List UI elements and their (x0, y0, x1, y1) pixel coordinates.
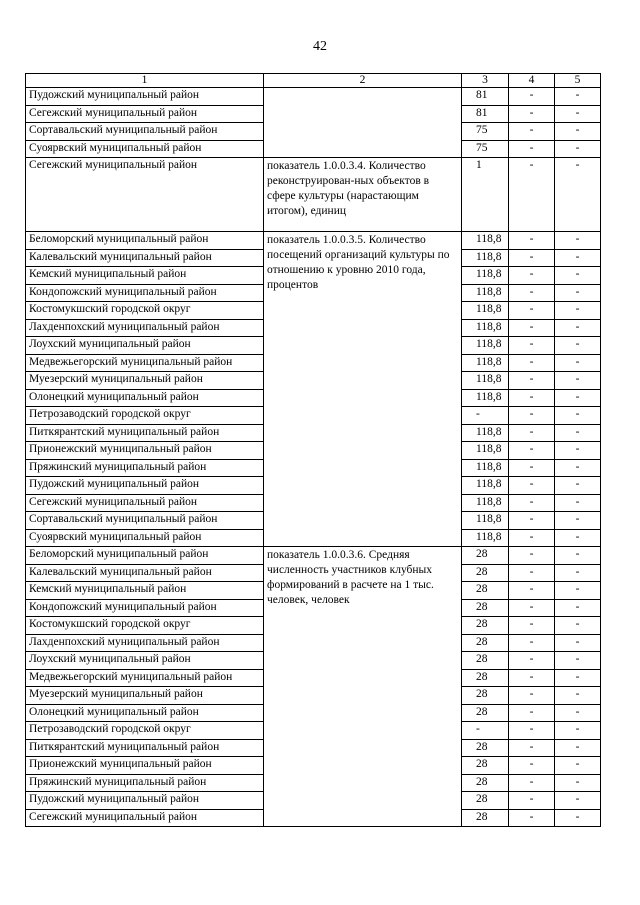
value-cell-col4: - (509, 105, 555, 123)
value-cell-col4: - (509, 704, 555, 722)
value-cell-col4: - (509, 407, 555, 425)
district-cell: Лахденпохский муниципальный район (26, 319, 264, 337)
value-cell-col4: - (509, 529, 555, 547)
value-cell-col3: 118,8 (462, 424, 509, 442)
value-cell-col5: - (555, 652, 601, 670)
value-cell-col4: - (509, 687, 555, 705)
value-cell-col4: - (509, 232, 555, 250)
value-cell-col3: 28 (462, 599, 509, 617)
value-cell-col4: - (509, 459, 555, 477)
district-cell: Костомукшский городской округ (26, 302, 264, 320)
value-cell-col3: - (462, 722, 509, 740)
value-cell-col4: - (509, 809, 555, 827)
value-cell-col4: - (509, 319, 555, 337)
value-cell-col5: - (555, 123, 601, 141)
value-cell-col5: - (555, 757, 601, 775)
value-cell-col5: - (555, 792, 601, 810)
value-cell-col4: - (509, 652, 555, 670)
value-cell-col5: - (555, 617, 601, 635)
value-cell-col5: - (555, 547, 601, 565)
value-cell-col3: 118,8 (462, 354, 509, 372)
district-cell: Медвежьегорский муниципальный район (26, 354, 264, 372)
district-cell: Беломорский муниципальный район (26, 547, 264, 565)
value-cell-col5: - (555, 319, 601, 337)
value-cell-col4: - (509, 88, 555, 106)
value-cell-col5: - (555, 669, 601, 687)
district-cell: Суоярвский муниципальный район (26, 529, 264, 547)
table-row (26, 547, 601, 565)
value-cell-col4: - (509, 582, 555, 600)
value-cell-col3: - (462, 407, 509, 425)
district-cell: Лоухский муниципальный район (26, 652, 264, 670)
district-cell: Прионежский муниципальный район (26, 757, 264, 775)
indicator-cell: показатель 1.0.0.3.5. Количество посещений организаций культуры по отношению к уровню 2010 года, процентов (264, 232, 462, 547)
value-cell-col5: - (555, 354, 601, 372)
value-cell-col4: - (509, 354, 555, 372)
value-cell-col3: 118,8 (462, 389, 509, 407)
value-cell-col5: - (555, 88, 601, 106)
value-cell-col3: 118,8 (462, 284, 509, 302)
district-cell: Прионежский муниципальный район (26, 442, 264, 460)
value-cell-col5: - (555, 424, 601, 442)
district-cell: Питкярантский муниципальный район (26, 739, 264, 757)
value-cell-col5: - (555, 809, 601, 827)
value-cell-col3: 118,8 (462, 512, 509, 530)
value-cell-col4: - (509, 424, 555, 442)
column-header: 2 (264, 74, 462, 88)
value-cell-col5: - (555, 389, 601, 407)
value-cell-col5: - (555, 459, 601, 477)
district-cell: Калевальский муниципальный район (26, 249, 264, 267)
value-cell-col5: - (555, 284, 601, 302)
district-cell: Петрозаводский городской округ (26, 722, 264, 740)
value-cell-col4: - (509, 477, 555, 495)
value-cell-col5: - (555, 477, 601, 495)
district-cell: Муезерский муниципальный район (26, 372, 264, 390)
table-row (26, 88, 601, 106)
district-cell: Пудожский муниципальный район (26, 792, 264, 810)
value-cell-col5: - (555, 564, 601, 582)
value-cell-col4: - (509, 669, 555, 687)
district-cell: Сортавальский муниципальный район (26, 123, 264, 141)
district-cell: Сегежский муниципальный район (26, 809, 264, 827)
value-cell-col4: - (509, 158, 555, 232)
value-cell-col5: - (555, 232, 601, 250)
column-header: 3 (462, 74, 509, 88)
value-cell-col5: - (555, 722, 601, 740)
value-cell-col3: 75 (462, 123, 509, 141)
value-cell-col4: - (509, 547, 555, 565)
value-cell-col5: - (555, 704, 601, 722)
value-cell-col3: 118,8 (462, 232, 509, 250)
district-cell: Кондопожский муниципальный район (26, 599, 264, 617)
value-cell-col3: 28 (462, 582, 509, 600)
value-cell-col4: - (509, 792, 555, 810)
value-cell-col4: - (509, 123, 555, 141)
district-cell: Суоярвский муниципальный район (26, 140, 264, 158)
district-cell: Лоухский муниципальный район (26, 337, 264, 355)
table-row (26, 232, 601, 250)
value-cell-col3: 28 (462, 652, 509, 670)
value-cell-col3: 28 (462, 704, 509, 722)
value-cell-col5: - (555, 337, 601, 355)
value-cell-col3: 28 (462, 617, 509, 635)
value-cell-col4: - (509, 564, 555, 582)
value-cell-col4: - (509, 284, 555, 302)
value-cell-col4: - (509, 302, 555, 320)
value-cell-col3: 28 (462, 547, 509, 565)
indicator-table (25, 73, 601, 827)
value-cell-col3: 118,8 (462, 459, 509, 477)
district-cell: Муезерский муниципальный район (26, 687, 264, 705)
district-cell: Медвежьегорский муниципальный район (26, 669, 264, 687)
value-cell-col4: - (509, 739, 555, 757)
district-cell: Олонецкий муниципальный район (26, 704, 264, 722)
table-body (26, 74, 601, 827)
district-cell: Кемский муниципальный район (26, 582, 264, 600)
district-cell: Пудожский муниципальный район (26, 477, 264, 495)
value-cell-col4: - (509, 267, 555, 285)
value-cell-col5: - (555, 302, 601, 320)
table-row (26, 158, 601, 232)
district-cell: Кондопожский муниципальный район (26, 284, 264, 302)
district-cell: Олонецкий муниципальный район (26, 389, 264, 407)
value-cell-col3: 28 (462, 792, 509, 810)
value-cell-col5: - (555, 140, 601, 158)
value-cell-col5: - (555, 739, 601, 757)
value-cell-col4: - (509, 634, 555, 652)
district-cell: Пудожский муниципальный район (26, 88, 264, 106)
value-cell-col5: - (555, 529, 601, 547)
district-cell: Питкярантский муниципальный район (26, 424, 264, 442)
indicator-cell: показатель 1.0.0.3.4. Количество реконструирован-ных объектов в сфере культуры (нарастающим итогом), единиц (264, 158, 462, 232)
value-cell-col5: - (555, 774, 601, 792)
value-cell-col3: 28 (462, 774, 509, 792)
district-cell: Пряжинский муниципальный район (26, 774, 264, 792)
value-cell-col3: 75 (462, 140, 509, 158)
value-cell-col4: - (509, 442, 555, 460)
value-cell-col4: - (509, 494, 555, 512)
value-cell-col3: 118,8 (462, 302, 509, 320)
value-cell-col4: - (509, 140, 555, 158)
value-cell-col3: 28 (462, 669, 509, 687)
column-header: 1 (26, 74, 264, 88)
value-cell-col3: 28 (462, 564, 509, 582)
value-cell-col5: - (555, 687, 601, 705)
value-cell-col3: 118,8 (462, 319, 509, 337)
value-cell-col5: - (555, 105, 601, 123)
value-cell-col5: - (555, 158, 601, 232)
value-cell-col3: 118,8 (462, 267, 509, 285)
value-cell-col4: - (509, 337, 555, 355)
value-cell-col5: - (555, 634, 601, 652)
column-header: 5 (555, 74, 601, 88)
value-cell-col4: - (509, 372, 555, 390)
district-cell: Петрозаводский городской округ (26, 407, 264, 425)
value-cell-col4: - (509, 389, 555, 407)
indicator-cell: показатель 1.0.0.3.6. Средняя численность участников клубных формирований в расчете на 1 тыс. человек, человек (264, 547, 462, 827)
value-cell-col5: - (555, 442, 601, 460)
value-cell-col4: - (509, 722, 555, 740)
value-cell-col3: 81 (462, 105, 509, 123)
district-cell: Сортавальский муниципальный район (26, 512, 264, 530)
value-cell-col3: 28 (462, 809, 509, 827)
value-cell-col5: - (555, 599, 601, 617)
district-cell: Сегежский муниципальный район (26, 105, 264, 123)
value-cell-col4: - (509, 757, 555, 775)
value-cell-col4: - (509, 249, 555, 267)
value-cell-col5: - (555, 494, 601, 512)
value-cell-col3: 118,8 (462, 477, 509, 495)
value-cell-col5: - (555, 512, 601, 530)
page-number: 42 (313, 39, 327, 54)
value-cell-col3: 118,8 (462, 249, 509, 267)
value-cell-col3: 1 (462, 158, 509, 232)
district-cell: Лахденпохский муниципальный район (26, 634, 264, 652)
district-cell: Костомукшский городской округ (26, 617, 264, 635)
value-cell-col4: - (509, 512, 555, 530)
value-cell-col3: 28 (462, 634, 509, 652)
district-cell: Калевальский муниципальный район (26, 564, 264, 582)
value-cell-col3: 28 (462, 739, 509, 757)
value-cell-col5: - (555, 267, 601, 285)
column-header: 4 (509, 74, 555, 88)
value-cell-col3: 28 (462, 757, 509, 775)
value-cell-col3: 118,8 (462, 337, 509, 355)
value-cell-col4: - (509, 617, 555, 635)
value-cell-col5: - (555, 582, 601, 600)
district-cell: Сегежский муниципальный район (26, 158, 264, 232)
value-cell-col4: - (509, 774, 555, 792)
header-row (26, 74, 601, 88)
value-cell-col3: 118,8 (462, 494, 509, 512)
district-cell: Беломорский муниципальный район (26, 232, 264, 250)
value-cell-col3: 118,8 (462, 529, 509, 547)
district-cell: Пряжинский муниципальный район (26, 459, 264, 477)
value-cell-col5: - (555, 249, 601, 267)
district-cell: Кемский муниципальный район (26, 267, 264, 285)
indicator-cell (264, 88, 462, 158)
value-cell-col3: 28 (462, 687, 509, 705)
value-cell-col5: - (555, 407, 601, 425)
value-cell-col5: - (555, 372, 601, 390)
district-cell: Сегежский муниципальный район (26, 494, 264, 512)
value-cell-col3: 81 (462, 88, 509, 106)
value-cell-col3: 118,8 (462, 372, 509, 390)
value-cell-col4: - (509, 599, 555, 617)
value-cell-col3: 118,8 (462, 442, 509, 460)
